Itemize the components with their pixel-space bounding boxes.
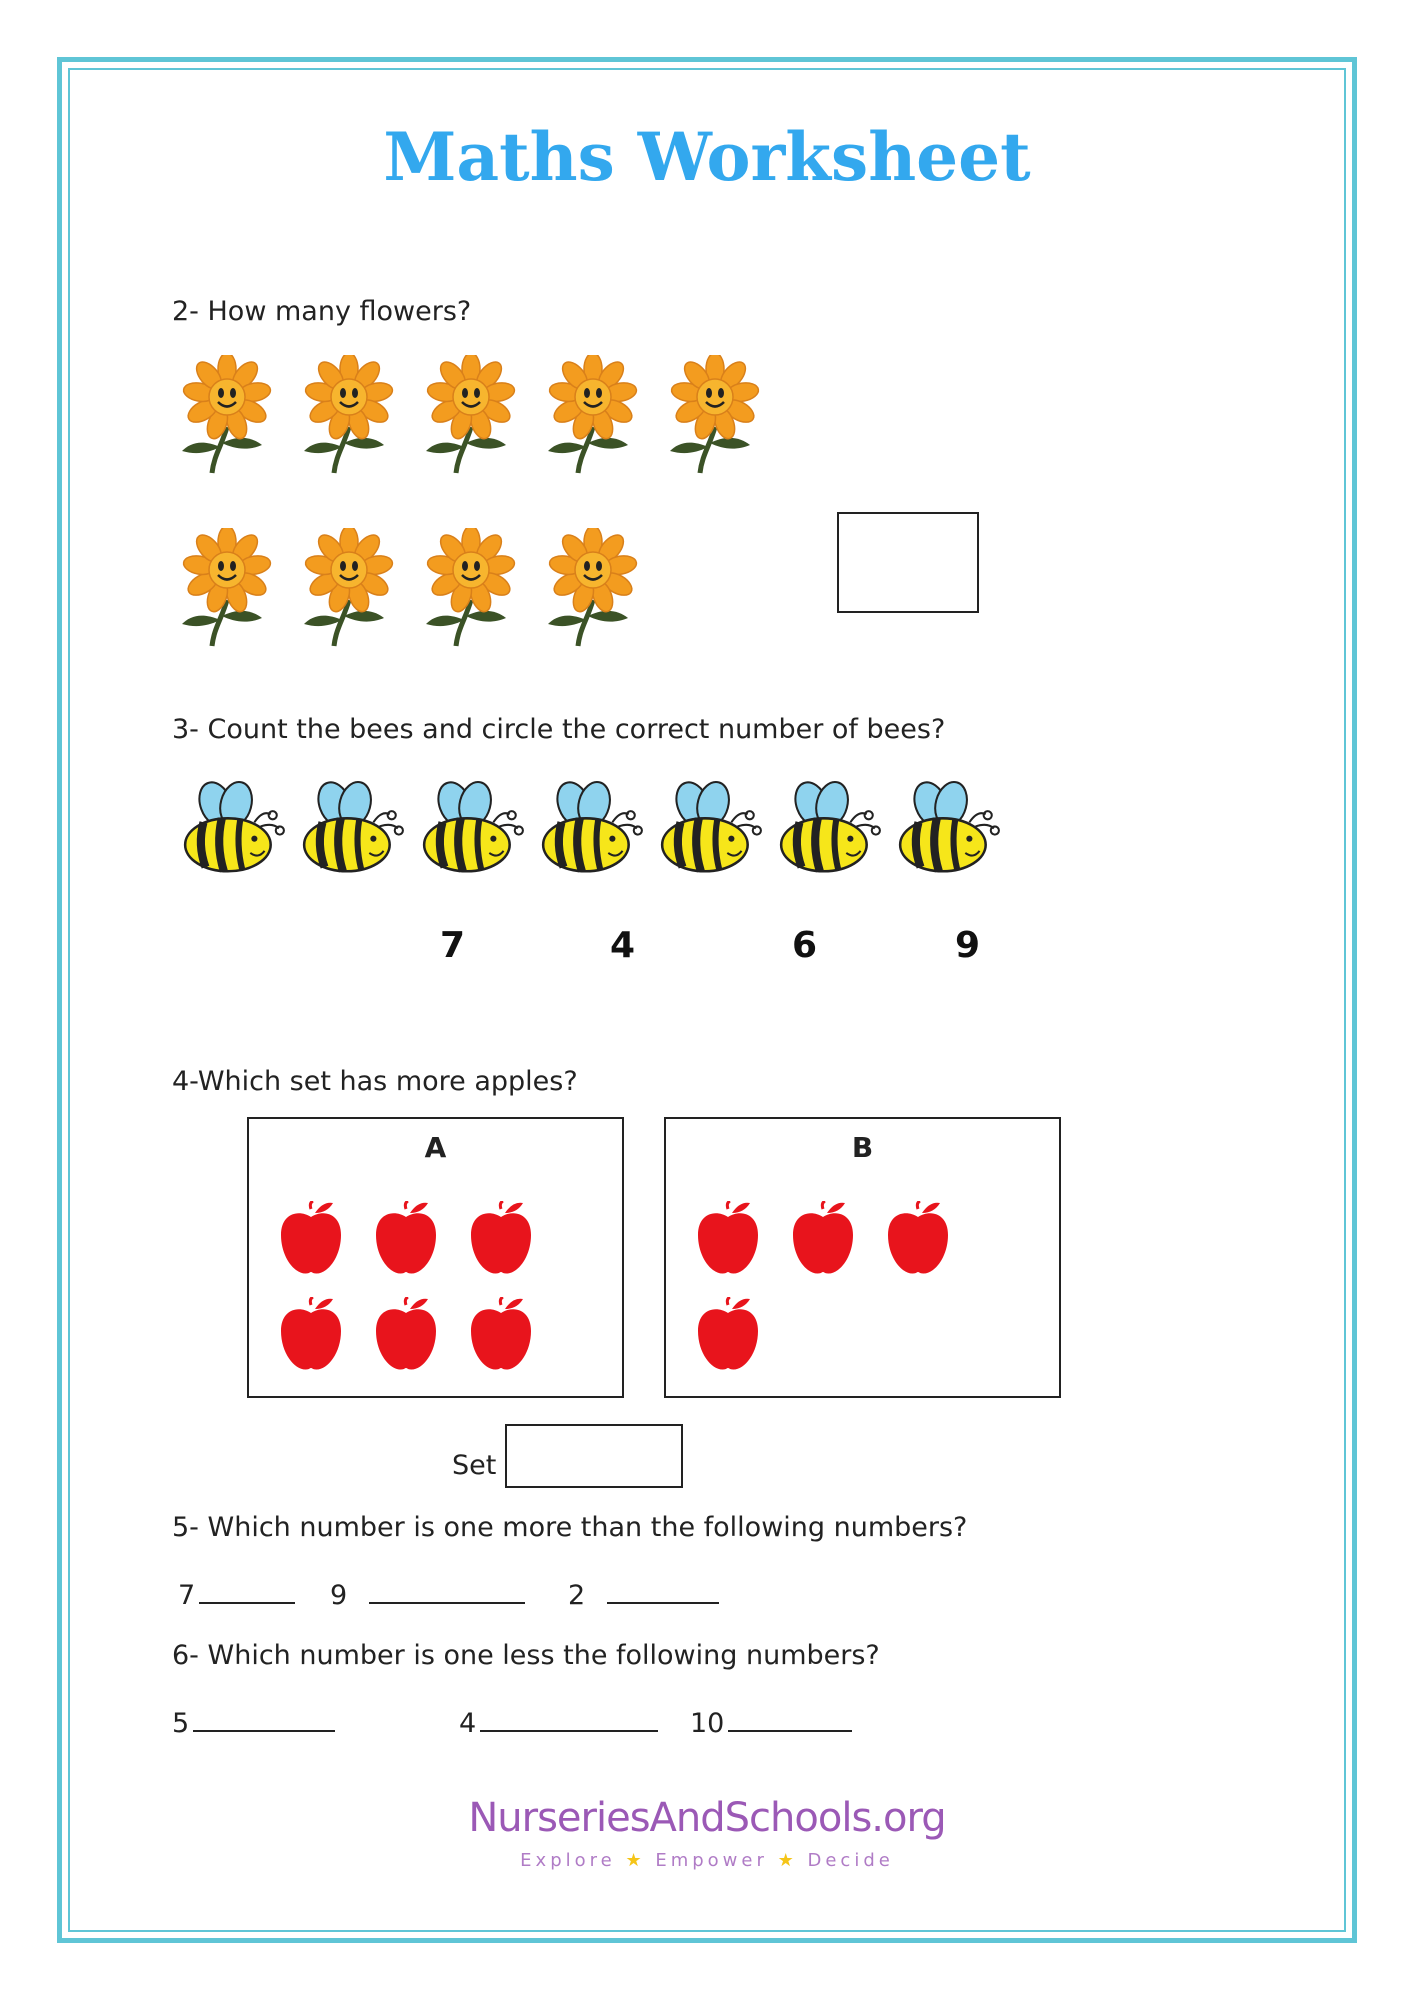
one-more-item bbox=[330, 1578, 525, 1611]
one-less-item bbox=[459, 1706, 658, 1739]
flower-image bbox=[660, 355, 770, 480]
one-less-number: 4 bbox=[459, 1708, 477, 1739]
bee-image bbox=[535, 780, 647, 880]
flower-image bbox=[416, 355, 526, 480]
apple-image bbox=[374, 1201, 438, 1279]
bee-choice-2[interactable]: 4 bbox=[610, 925, 636, 966]
page-title: Maths Worksheet bbox=[383, 118, 1031, 196]
question-4-prompt: 4-Which set has more apples? bbox=[172, 1066, 578, 1097]
bee-image bbox=[416, 780, 528, 880]
tagline-word: Decide bbox=[807, 1850, 894, 1871]
one-less-item bbox=[690, 1706, 852, 1739]
bee-image bbox=[892, 780, 1004, 880]
bee-choice-4[interactable]: 9 bbox=[955, 925, 981, 966]
set-b-label: B bbox=[851, 1131, 874, 1164]
bee-choice-1[interactable]: 7 bbox=[440, 925, 466, 966]
flower-image bbox=[172, 355, 282, 480]
one-more-blank[interactable] bbox=[199, 1578, 295, 1604]
tagline-word: Explore bbox=[520, 1850, 616, 1871]
question-3-prompt: 3- Count the bees and circle the correct number of bees? bbox=[172, 714, 946, 745]
one-more-number: 2 bbox=[568, 1580, 586, 1611]
apple-image bbox=[886, 1201, 950, 1279]
one-less-number: 10 bbox=[690, 1708, 725, 1739]
flower-image bbox=[294, 528, 404, 653]
apple-image bbox=[374, 1297, 438, 1375]
apple-image bbox=[791, 1201, 855, 1279]
flower-image bbox=[172, 528, 282, 653]
one-less-blank[interactable] bbox=[480, 1706, 658, 1732]
apple-image bbox=[696, 1201, 760, 1279]
flower-answer-box[interactable] bbox=[837, 512, 979, 613]
flower-image bbox=[416, 528, 526, 653]
footer-tagline bbox=[0, 1850, 1414, 1871]
question-6-prompt: 6- Which number is one less the following numbers? bbox=[172, 1640, 880, 1671]
tagline-word: Empower bbox=[655, 1850, 768, 1871]
apple-image bbox=[469, 1297, 533, 1375]
bee-choice-3[interactable]: 6 bbox=[792, 925, 818, 966]
set-answer-label: Set bbox=[452, 1450, 497, 1481]
one-less-item bbox=[172, 1706, 335, 1739]
apple-image bbox=[469, 1201, 533, 1279]
one-less-blank[interactable] bbox=[728, 1706, 852, 1732]
one-less-blank[interactable] bbox=[193, 1706, 335, 1732]
one-more-item bbox=[568, 1578, 719, 1611]
one-more-blank[interactable] bbox=[607, 1578, 719, 1604]
apple-image bbox=[279, 1297, 343, 1375]
one-more-blank[interactable] bbox=[369, 1578, 525, 1604]
one-more-item bbox=[178, 1578, 295, 1611]
star-icon: ★ bbox=[777, 1850, 798, 1871]
bee-image bbox=[773, 780, 885, 880]
bee-image bbox=[654, 780, 766, 880]
apple-image bbox=[279, 1201, 343, 1279]
flower-image bbox=[538, 528, 648, 653]
apple-image bbox=[696, 1297, 760, 1375]
one-more-number: 9 bbox=[330, 1580, 348, 1611]
footer-site-logo[interactable]: NurseriesAndSchools.org bbox=[468, 1795, 946, 1841]
question-5-prompt: 5- Which number is one more than the following numbers? bbox=[172, 1512, 968, 1543]
bee-image bbox=[296, 780, 408, 880]
set-answer-box[interactable] bbox=[505, 1424, 683, 1488]
one-less-number: 5 bbox=[172, 1708, 190, 1739]
set-a-label: A bbox=[424, 1131, 447, 1164]
flower-image bbox=[538, 355, 648, 480]
apple-set-a-panel[interactable] bbox=[247, 1117, 624, 1398]
question-2-prompt: 2- How many flowers? bbox=[172, 296, 472, 327]
apple-set-b-panel[interactable] bbox=[664, 1117, 1061, 1398]
star-icon: ★ bbox=[625, 1850, 646, 1871]
flower-image bbox=[294, 355, 404, 480]
one-more-number: 7 bbox=[178, 1580, 196, 1611]
bee-image bbox=[177, 780, 289, 880]
